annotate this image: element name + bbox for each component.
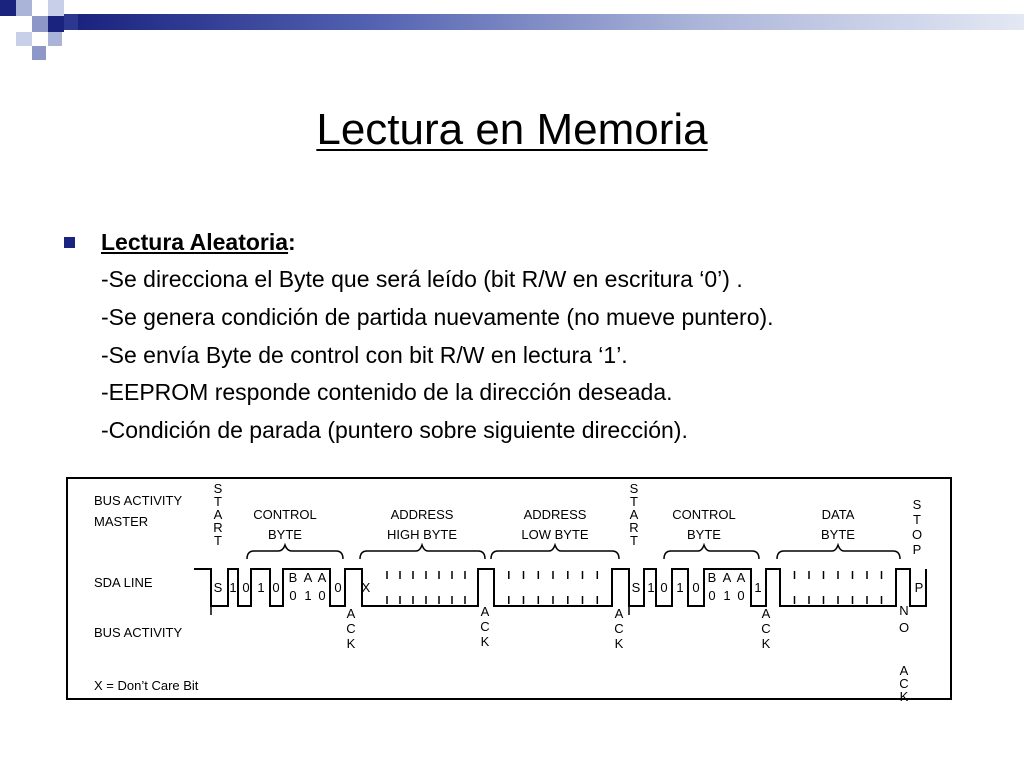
group-byte-1: BYTE [268,527,302,542]
bit-1: 1 [229,580,237,595]
group-control-2: CONTROL [672,507,736,522]
bit-a: A [722,570,732,585]
row-label-master: MASTER [94,514,149,529]
start-label-2: R [629,520,639,535]
bit-1: 1 [304,588,312,603]
bullet-line: -Se envía Byte de control con bit R/W en lectura ‘1’. [101,342,628,368]
i2c-timing-diagram [66,477,952,700]
bit-0: 0 [289,588,297,603]
ack-label-4: C [761,621,771,636]
bullet-heading-text: Lectura Aleatoria [101,229,289,255]
bit-1: 1 [257,580,265,595]
row-label-sda-line: SDA LINE [94,575,153,590]
bit-a: A [736,570,746,585]
ack-label-4: K [761,636,771,651]
group-data: DATA [821,507,855,522]
ack-label-1: K [346,636,356,651]
bit-rw-1: 1 [754,580,762,595]
row-label-bus-activity: BUS ACTIVITY [94,625,183,640]
group-address-high: ADDRESS [390,507,454,522]
bit-x: X [361,580,371,595]
ack-label-2: C [480,619,490,634]
ack-label-1: C [346,621,356,636]
bullet-line: -Condición de parada (puntero sobre siguiente dirección). [101,417,688,443]
brace-address-low [491,545,619,559]
start-label-2: T [630,494,638,509]
start-label: T [214,533,222,548]
start-label: T [214,494,222,509]
bit-rw-0: 0 [334,580,342,595]
header-gradient-bar [78,14,1024,30]
ack-label-3: K [614,636,624,651]
bit-b: B [707,570,717,585]
bit-0: 0 [318,588,326,603]
group-control-1: CONTROL [253,507,317,522]
ack-label-2: A [480,604,490,619]
start-label: A [213,507,223,522]
group-data-byte: BYTE [821,527,855,542]
no-ack-label: C [899,676,909,691]
bit-stop: P [914,580,924,595]
bit-0: 0 [692,580,700,595]
bit-0: 0 [660,580,668,595]
legend-dont-care: X = Don’t Care Bit [94,678,199,693]
ack-label-3: A [614,606,624,621]
start-label-2: A [629,507,639,522]
no-label: O [898,620,910,635]
bit-0: 0 [708,588,716,603]
bullet-line: -EEPROM responde contenido de la dirección deseada. [101,379,673,405]
brace-data [777,545,900,559]
bullet-heading-colon: : [288,229,296,255]
no-ack-label: A [899,663,909,678]
stop-label: O [911,527,923,542]
bullet-line: -Se genera condición de partida nuevamente (no mueve puntero). [101,304,774,330]
group-address-low: ADDRESS [523,507,587,522]
corner-decoration [0,0,80,62]
stop-label: S [912,497,922,512]
start-label-2: S [629,481,639,496]
bit-b: B [288,570,298,585]
bullet-square-icon [64,237,75,248]
start-label-2: T [630,533,638,548]
group-byte-2: BYTE [687,527,721,542]
ack-label-1: A [346,606,356,621]
ack-label-2: K [480,634,490,649]
stop-label: T [913,512,921,527]
bit-0: 0 [242,580,250,595]
group-high-byte: HIGH BYTE [386,527,458,542]
bit-start: S [213,580,223,595]
bit-a: A [317,570,327,585]
start-label: R [213,520,223,535]
no-label: N [899,603,909,618]
bullet-line: -Se direcciona el Byte que será leído (bit R/W en escritura ‘0’) . [101,266,743,292]
stop-label: P [912,542,922,557]
bullet-heading [101,227,296,257]
bit-1: 1 [676,580,684,595]
brace-control-2 [664,545,759,559]
bit-1: 1 [647,580,655,595]
brace-address-high [360,545,485,559]
ack-label-3: C [614,621,624,636]
no-ack-label: K [899,689,909,702]
start-label: S [213,481,223,496]
ack-label-4: A [761,606,771,621]
bit-start-2: S [631,580,641,595]
bit-a: A [303,570,313,585]
group-low-byte: LOW BYTE [521,527,589,542]
bit-0: 0 [737,588,745,603]
slide-title: Lectura en Memoria [316,105,708,154]
bit-0: 0 [272,580,280,595]
brace-control-1 [247,545,343,559]
bit-1: 1 [723,588,731,603]
row-label-bus-activity-master: BUS ACTIVITY [94,493,183,508]
